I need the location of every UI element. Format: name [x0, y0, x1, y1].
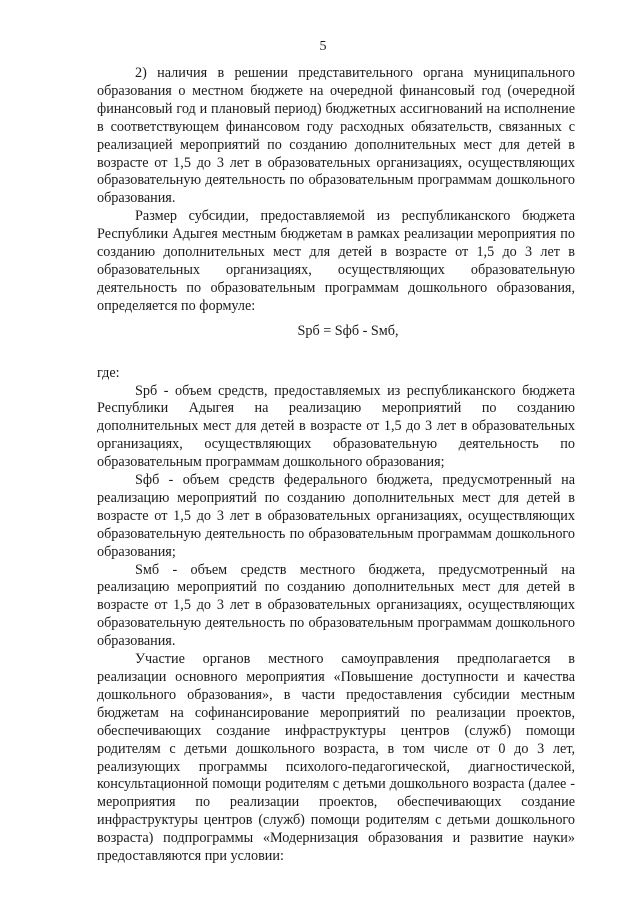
paragraph-condition-2: 2) наличия в решении представительного органа муниципального образования о местном бюджете на очередной финансовый год (очередной финансовый год и плановый период) бюджетных ассигнований на исполнение в соответствующем финансовом году расходных обязательств, связанных с реализацией мероприятий по созданию дополнительных мест для детей в возрасте от 1,5 до 3 лет в образовательных организациях, осуществляющих образовательную деятельность по образовательным программам дошкольного образования. — [97, 65, 575, 207]
paragraph-subsidy-size: Размер субсидии, предоставляемой из республиканского бюджета Республики Адыгея местным бюджетам в рамках реализации мероприятия по созданию дополнительных мест для детей в возрасте от 1,5 до 3 лет в образовательных организациях, осуществляющих образовательную деятельность по образовательным программам дошкольного образования, определяется по формуле: — [97, 208, 575, 314]
formula: Sрб = Sфб - Sмб, — [297, 322, 399, 339]
definition-smb: Sмб - объем средств местного бюджета, предусмотренный на реализацию мероприятий по созданию дополнительных мест для детей в возрасте от 1,5 до 3 лет в образовательных организациях, осуществляющих образовательную деятельность по образовательным программам дошкольного образования. — [97, 561, 575, 650]
paragraph-local-participation: Участие органов местного самоуправления предполагается в реализации основного мероприятия «Повышение доступности и качества дошкольного образования», в части предоставления субсидии местным бюджетам на софинансирование мероприятий по реализации проектов, обеспечивающих создание инфраструктуры центров (служб) помощи родителям с детьми дошкольного возраста, в том числе от 0 до 3 лет, реализующих программы психолого-педагогической, диагностической, консультационной помощи родителям с детьми дошкольного возраста (далее - мероприятия по реализации проектов, обеспечивающих создание инфраструктуры центров (служб) помощи родителям с детьми дошкольного возраста) подпрограммы «Модернизация образования и развитие науки» предоставляются при условии: — [97, 651, 575, 865]
definition-sfb: Sфб - объем средств федерального бюджета, предусмотренный на реализацию мероприятий по созданию дополнительных мест для детей в возрасте от 1,5 до 3 лет в образовательных организациях, осуществляющих образовательную деятельность по образовательным программам дошкольного образования; — [97, 472, 575, 560]
page-number: 5 — [319, 39, 327, 54]
document-body — [97, 65, 575, 866]
definition-srb: Sрб - объем средств, предоставляемых из республиканского бюджета Республики Адыгея на реализацию мероприятий по созданию дополнительных мест для детей в возрасте от 1,5 до 3 лет в образовательных организациях, осуществляющих образовательную деятельность по образовательным программам дошкольного образования; — [97, 382, 575, 471]
where-label: где: — [97, 364, 120, 381]
